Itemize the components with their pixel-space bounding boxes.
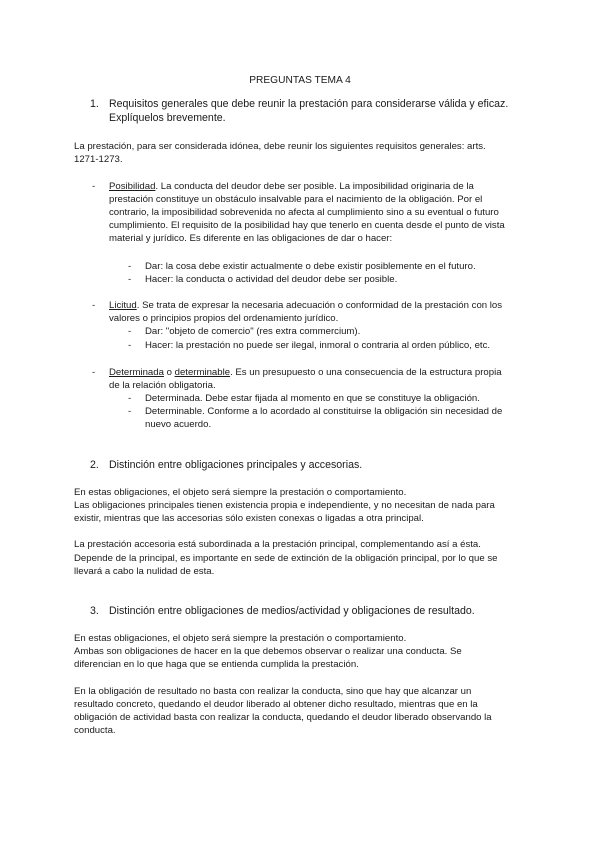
determinada-sub1: Determinada. Debe estar fijada al momento en que se constituye la obligación. [145, 393, 480, 404]
q3-para2-line4: conducta. [74, 725, 116, 736]
q1-intro-line2: 1271-1273. [74, 154, 123, 165]
q1-number: 1. [90, 98, 99, 110]
posibilidad-line2: prestación constituye un obstáculo insalvable para el nacimiento de la obligación. Por el [109, 194, 483, 205]
q2-para1-line2: Las obligaciones principales tienen existencia propia e independiente, y no necesitan de nada para [74, 500, 495, 511]
determinada-line1 [109, 366, 502, 379]
q3-para1-line2: Ambas son obligaciones de hacer en la que debemos observar o realizar una conducta. Se [74, 646, 462, 657]
licitud-line2: valores o principios propios del ordenamiento jurídico. [109, 313, 339, 324]
posibilidad-line4: cumplimiento. El requisito de la posibilidad hay que tenerlo en cuenta desde el punto de vista [109, 220, 505, 231]
q3-heading: Distinción entre obligaciones de medios/actividad y obligaciones de resultado. [109, 605, 475, 617]
determinada-connector: o [163, 367, 175, 378]
posibilidad-term: Posibilidad [109, 181, 156, 192]
q2-para2-line2: Depende de la principal, es importante en sede de extinción de la obligación principal, por lo que se [74, 553, 498, 564]
q2-heading: Distinción entre obligaciones principales y accesorias. [109, 459, 363, 471]
licitud-hacer: Hacer: la prestación no puede ser ilegal, inmoral o contraria al orden público, etc. [145, 340, 491, 351]
bullet-determinada-sub2: - [128, 406, 132, 417]
licitud-line1 [109, 299, 502, 312]
q2-number: 2. [90, 459, 99, 471]
q3-para2-line2: resultado concreto, quedando el deudor liberado al obtener dicho resultado, mientras que en la [74, 699, 478, 710]
posibilidad-line3: contrario, la imposibilidad sobrevenida no afecta al cumplimiento sino a su eventual o futuro [109, 207, 499, 218]
q2-para2-line3: llevará a cabo la nulidad de esta. [74, 566, 215, 577]
q3-para2-line3: obligación de actividad basta con realizar la conducta, quedando el deudor liberado observando la [74, 712, 492, 723]
q3-para1-line1: En estas obligaciones, el objeto será siempre la prestación o comportamiento. [74, 633, 407, 644]
bullet-licitud-dar: - [128, 326, 132, 337]
determinada-text1: . Es un presupuesto o una consecuencia de la estructura propia [230, 367, 502, 378]
q1-intro-line1: La prestación, para ser considerada idónea, debe reunir los siguientes requisitos generales: arts. [74, 141, 486, 152]
q2-para1-line3: existir, mientras que las accesorias sólo existen conexas o ligadas a otra principal. [74, 513, 424, 524]
posibilidad-hacer: Hacer: la conducta o actividad del deudor debe ser posible. [145, 274, 398, 285]
page-title: PREGUNTAS TEMA 4 [249, 75, 351, 86]
licitud-text1: . Se trata de expresar la necesaria adecuación o conformidad de la prestación con los [136, 300, 503, 311]
q2-para2-line1: La prestación accesoria está subordinada a la prestación principal, complementando así a ésta. [74, 539, 481, 550]
licitud-term: Licitud [109, 300, 137, 311]
posibilidad-line5: material y jurídico. Es diferente en las obligaciones de dar o hacer: [109, 233, 393, 244]
posibilidad-line1 [109, 180, 474, 193]
posibilidad-text1: . La conducta del deudor debe ser posible. La imposibilidad originaria de la [155, 181, 474, 192]
determinada-term: Determinada [109, 367, 164, 378]
bullet-posibilidad-hacer: - [128, 274, 132, 285]
determinable-term: determinable [174, 367, 231, 378]
bullet-licitud: - [92, 300, 96, 311]
determinable-sub2-line2: nuevo acuerdo. [145, 419, 212, 430]
bullet-determinada-sub1: - [128, 393, 132, 404]
q1-heading-line1: Requisitos generales que debe reunir la prestación para considerarse válida y eficaz. [109, 98, 509, 110]
q2-para1-line1: En estas obligaciones, el objeto será siempre la prestación o comportamiento. [74, 487, 407, 498]
bullet-posibilidad-dar: - [128, 261, 132, 272]
determinable-sub2-line1: Determinable. Conforme a lo acordado al constituirse la obligación sin necesidad de [145, 406, 503, 417]
q3-para2-line1: En la obligación de resultado no basta con realizar la conducta, sino que hay que alcanzar un [74, 686, 472, 697]
bullet-posibilidad: - [92, 181, 96, 192]
posibilidad-dar: Dar: la cosa debe existir actualmente o debe existir posiblemente en el futuro. [145, 261, 476, 272]
q3-number: 3. [90, 605, 99, 617]
determinada-line2: de la relación obligatoria. [109, 380, 216, 391]
licitud-dar: Dar: "objeto de comercio" (res extra commercium). [145, 326, 361, 337]
q1-heading-line2: Explíquelos brevemente. [109, 112, 226, 124]
bullet-licitud-hacer: - [128, 340, 132, 351]
bullet-determinada: - [92, 367, 96, 378]
q3-para1-line3: diferencian en lo que haga que se entienda cumplida la prestación. [74, 659, 359, 670]
